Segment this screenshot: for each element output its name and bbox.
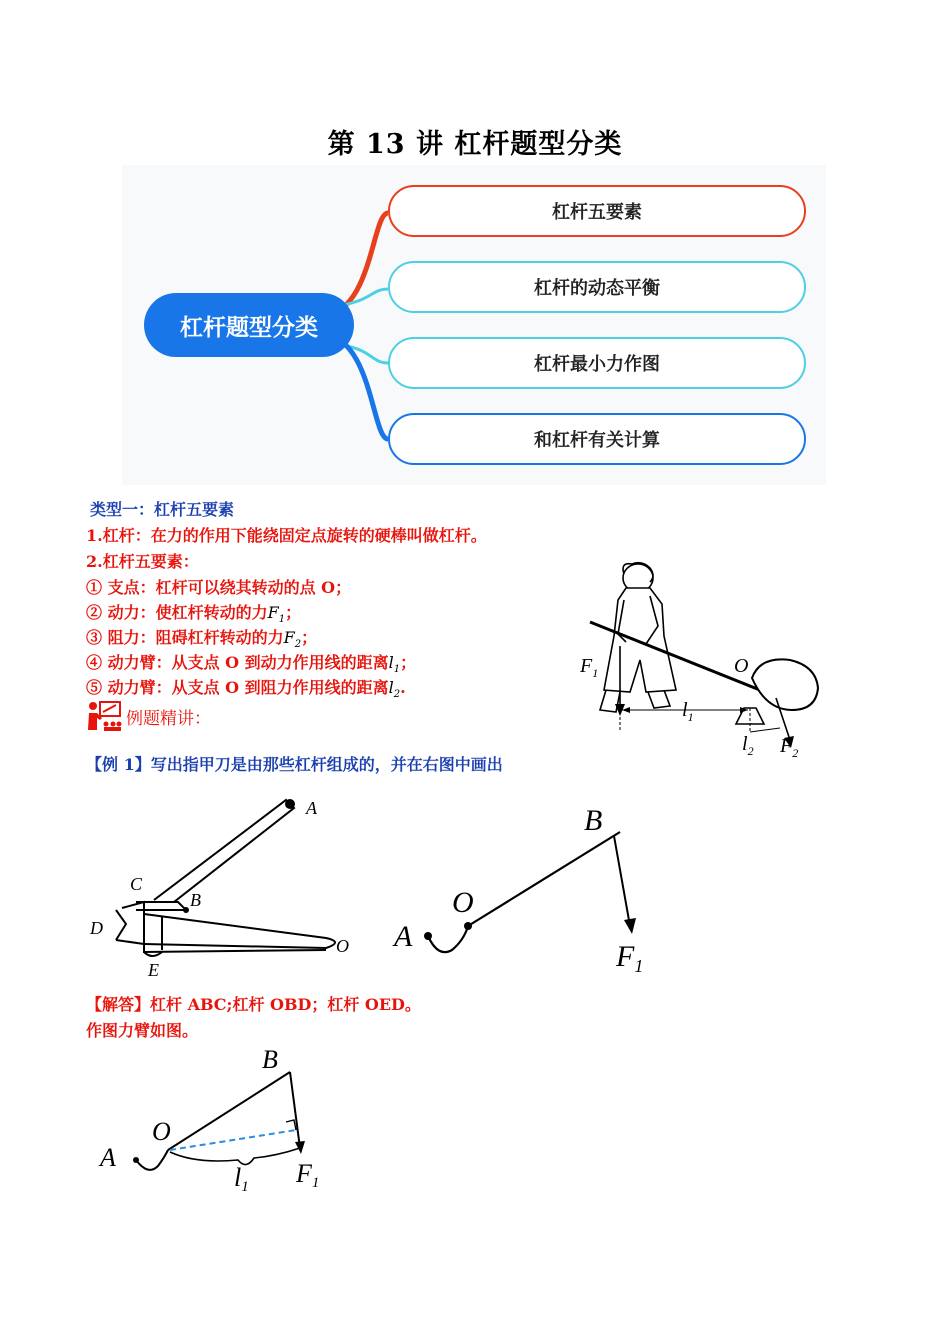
fig1-label-F1: $F_1$ [580,655,599,680]
fig1-label-O: O [734,655,749,677]
answer-label-O: O [152,1117,171,1146]
mind-map-root: 杠杆题型分类 [144,293,354,357]
rock [752,659,818,710]
element-effort: ② 动力：使杠杆转动的力$F_1$； [86,603,302,626]
answer-label-A: A [100,1143,116,1172]
lever-man-figure [580,560,830,765]
effort-arm-line [170,1130,296,1150]
answer-text-2: 作图力臂如图。 [86,1021,199,1040]
answer-diagram [96,1040,346,1200]
lever-label-B: B [584,804,603,837]
mind-map [122,165,826,485]
answer-label-l1: l1 [234,1163,249,1195]
element-effort-arm: ④ 动力臂：从支点 O 到动力作用线的距离$l_1$； [86,653,417,676]
lever-label-F1: $F_1$ [616,940,644,976]
fig1-label-F2: $F_2$ [780,735,799,760]
example-1-question: 【例 1】写出指甲刀是由那些杠杆组成的，并在右图中画出 [86,755,503,774]
lever-label-O: O [452,886,474,919]
element-load-arm: ⑤ 动力臂：从支点 O 到阻力作用线的距离$l_2$. [86,678,406,701]
clipper-label-A: A [306,798,317,818]
section-heading: 类型一：杠杆五要素 [90,500,235,519]
connector-2 [342,289,388,305]
nail-clipper-figure [86,790,376,990]
example-header [86,700,211,732]
clipper-label-D: D [90,918,103,938]
clipper-label-C: C [130,874,143,894]
element-fulcrum: ① 支点：杠杆可以绕其转动的点 O； [86,578,352,597]
clipper-label-E: E [148,960,159,980]
teacher-icon [86,700,122,732]
element-load: ③ 阻力：阻碍杠杆转动的力$F_2$； [86,628,318,651]
mind-map-branch-3: 杠杆最小力作图 [388,337,806,389]
mind-map-branch-2: 杠杆的动态平衡 [388,261,806,313]
page-title: 第 13 讲 杠杆题型分类 [327,129,623,160]
lever-diagram [390,790,680,990]
definition-lever: 1.杠杆：在力的作用下能绕固定点旋转的硬棒叫做杠杆。 [86,526,487,545]
clipper-lever-arm [154,800,294,902]
clipper-label-O: O [336,936,349,956]
fig1-label-l2: $l_2$ [742,733,754,758]
example-header-label: 例题精讲： [126,708,211,729]
answer-label-B: B [262,1045,278,1074]
answer-label-F1: F1 [296,1159,320,1191]
answer-text: 【解答】杠杆 ABC;杠杆 OBD；杠杆 OED。 [86,995,421,1014]
clipper-label-B: B [190,890,201,910]
fig1-label-l1: $l_1$ [682,699,694,724]
man-drawing [600,563,676,712]
mind-map-branch-1: 杠杆五要素 [388,185,806,237]
definition-five-elements: 2.杠杆五要素： [86,552,199,571]
lever-label-A: A [394,920,413,953]
mind-map-branch-4: 和杠杆有关计算 [388,413,806,465]
